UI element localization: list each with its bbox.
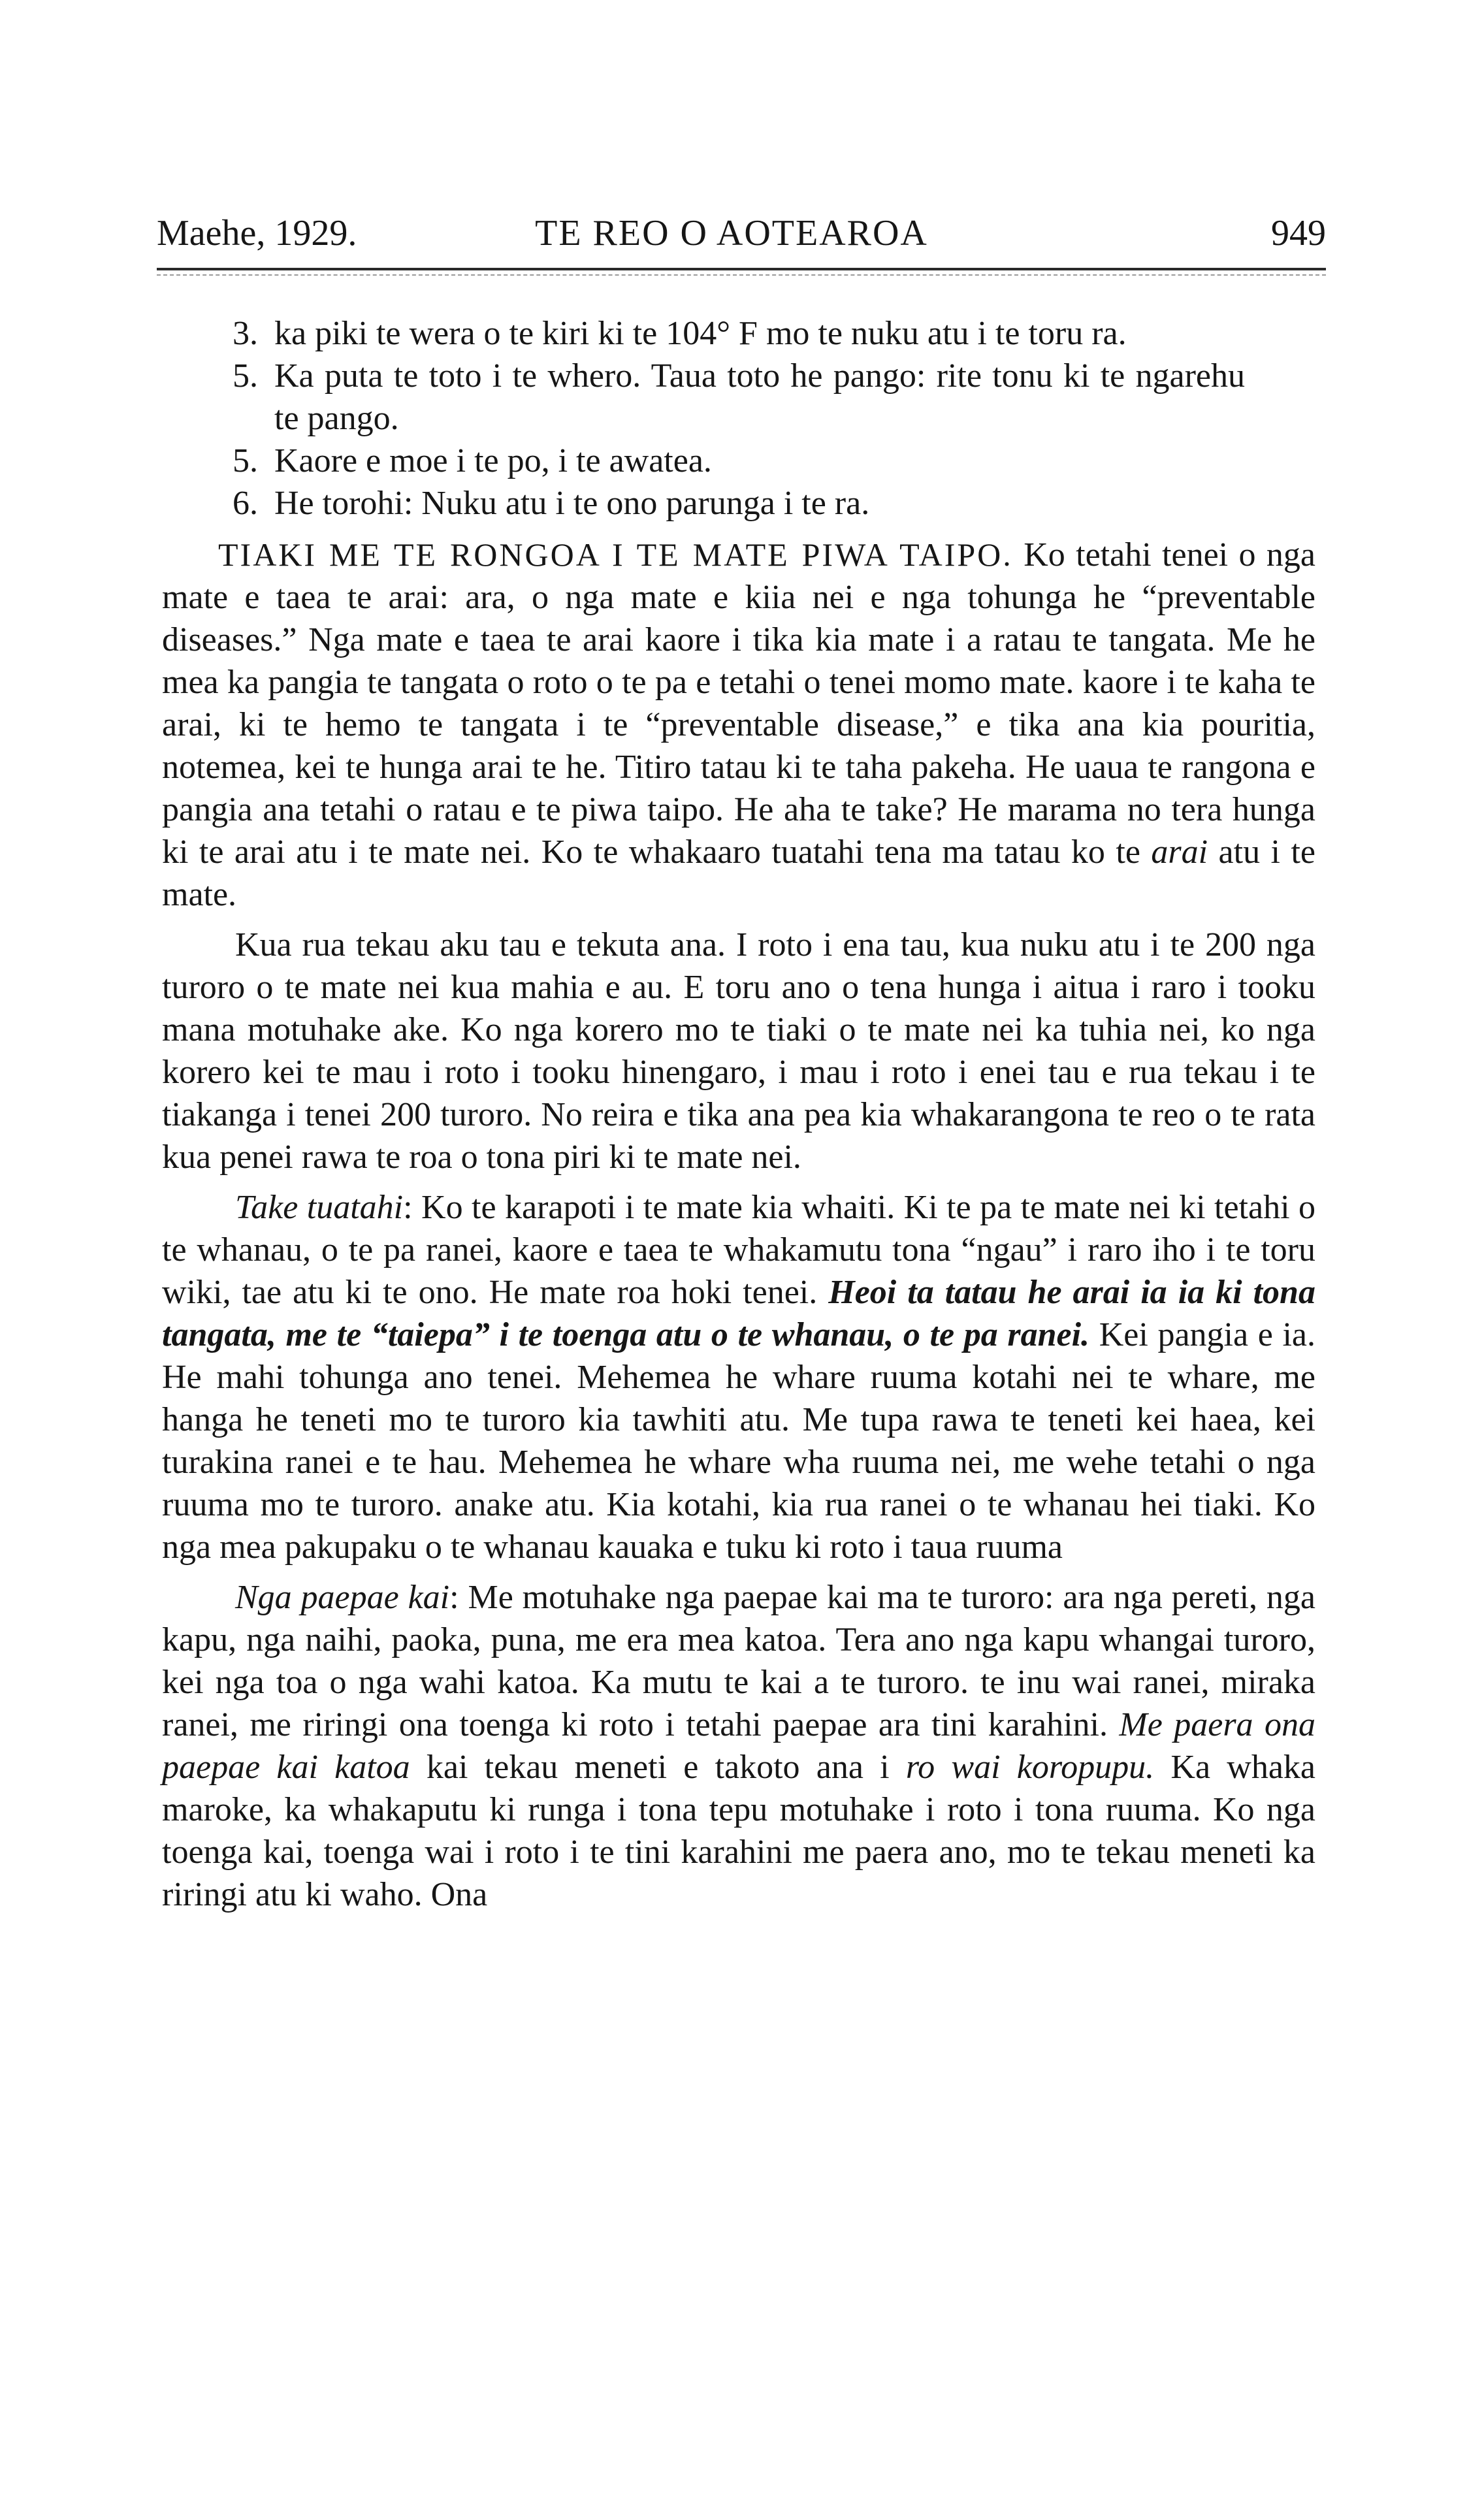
paragraph-text: Ko tetahi tenei o nga mate e taea te arai: ara, o nga mate e kiia nei e nga tohunga he “preventable diseases.” Nga mate e taea te arai kaore i tika kia mate i a ratau te tangata. Me he mea ka pangia te tangata o roto o te pa e tetahi o tenei momo mate. kaore i te kaha te arai, ki te hemo te tangata i te “preventable disease,” e tika ana kia pouritia, notemea, kei te hunga arai te he. Titiro tatau ki te taha pakeha. He uaua te rangona e pangia ana tetahi o ratau e te piwa taipo. He aha te take? He marama no tera hunga ki te arai atu i te mate nei. Ko te whakaaro tuatahi tena ma tatau ko te	[162, 536, 1315, 871]
emphasis-text: ro wai koropupu.	[905, 1749, 1155, 1786]
list-item	[233, 355, 1245, 440]
list-number: 3.	[233, 315, 258, 352]
emphasis-text: Heoi ta tatau he arai ia ia ki tona tangata, me te “taiepa” i te toenga atu o te whanau, o te pa ranei.	[162, 1274, 1315, 1353]
symptom-list	[233, 312, 1245, 525]
list-text: He torohi: Nuku atu i te ono parunga i te ra.	[274, 485, 870, 522]
paragraph-text: Ka whaka maroke, ka whakaputu ki runga i tona tepu motuhake i roto i tona ruuma. Ko nga toenga kai, toenga wai i roto i te tini karahini me paera ano, mo te tekau meneti ka riringi atu ki waho. Ona	[162, 1749, 1315, 1913]
header-title: TE REO O AOTEAROA	[535, 213, 928, 253]
running-header	[157, 210, 1326, 256]
list-item	[233, 482, 1245, 525]
list-item	[233, 440, 1245, 482]
list-text: Ka puta te toto i te whero. Taua toto he pango: rite tonu ki te ngarehu te pango.	[274, 357, 1245, 437]
list-text: Kaore e moe i te po, i te awatea.	[274, 442, 712, 479]
subheading-label: Take tuatahi	[235, 1189, 404, 1226]
page-number: 949	[1271, 213, 1326, 253]
paragraph-text: : Ko te karapoti i te mate kia whaiti. Ki te pa te mate nei ki tetahi o te whanau, o te pa ranei, kaore e taea te whakamutu tona “ngau” i raro iho i te toru wiki, tae atu ki te ono. He mate roa hoki tenei.	[162, 1189, 1315, 1311]
paragraph-text: atu i te mate.	[162, 833, 1315, 913]
emphasis-text: arai	[1151, 833, 1208, 871]
list-number: 5.	[233, 357, 258, 395]
article-body	[162, 312, 1315, 1916]
list-number: 6.	[233, 485, 258, 522]
list-item	[233, 312, 1245, 355]
subheading-label: Nga paepae kai	[235, 1579, 450, 1616]
header-rule	[157, 268, 1326, 270]
paragraph-text: Kei pangia e ia. He mahi tohunga ano tenei. Mehemea he whare ruuma kotahi nei te whare, me hanga he teneti mo te turoro kia tawhiti atu. Me tupa rawa te teneti kei haea, kei turakina ranei e te hau. Mehemea he whare wha ruuma nei, me wehe tetahi o nga ruuma mo te turoro. anake atu. Kia kotahi, kia rua ranei o te whanau hei tiaki. Ko nga mea pakupaku o te whanau kauaka e tuku ki roto i taua ruuma	[162, 1316, 1315, 1566]
section-paragraph-4	[162, 1576, 1315, 1916]
header-rule-dashed	[157, 274, 1326, 276]
emphasis-text: Me paera ona paepae kai katoa	[162, 1706, 1315, 1786]
section-paragraph-2: Kua rua tekau aku tau e tekuta ana. I roto i ena tau, kua nuku atu i te 200 nga turoro o te mate nei kua mahia e au. E toru ano o tena hunga i aitua i raro i tooku mana motuhake ake. Ko nga korero mo te tiaki o te mate nei ka tuhia nei, ko nga korero kei te mau i roto i tooku hinengaro, i mau i roto i enei tau e rua tekau i te tiakanga i tenei 200 turoro. No reira e tika ana pea kia whakarangona te reo o te rata kua penei rawa te roa o tona piri ki te mate nei.	[162, 926, 1315, 1176]
list-number: 5.	[233, 442, 258, 479]
paragraph-text: : Me motuhake nga paepae kai ma te turoro: ara nga pereti, nga kapu, nga naihi, paoka, puna, me era mea katoa. Tera ano nga kapu whangai turoro, kei nga toa o nga wahi katoa. Ka mutu te kai a te turoro. te inu wai ranei, miraka ranei, me riringi ona toenga ki roto i tetahi paepae ara tini karahini.	[162, 1579, 1316, 1743]
section-paragraph-1	[162, 534, 1315, 916]
list-text: ka piki te wera o te kiri ki te 104° F mo te nuku atu i te toru ra.	[274, 315, 1127, 352]
section-paragraph-3	[162, 1186, 1315, 1568]
paragraph-text: kai tekau meneti e takoto ana i	[410, 1749, 906, 1786]
header-date: Maehe, 1929.	[157, 213, 357, 253]
section-heading: TIAKI ME TE RONGOA I TE MATE PIWA TAIPO.	[218, 536, 1013, 573]
